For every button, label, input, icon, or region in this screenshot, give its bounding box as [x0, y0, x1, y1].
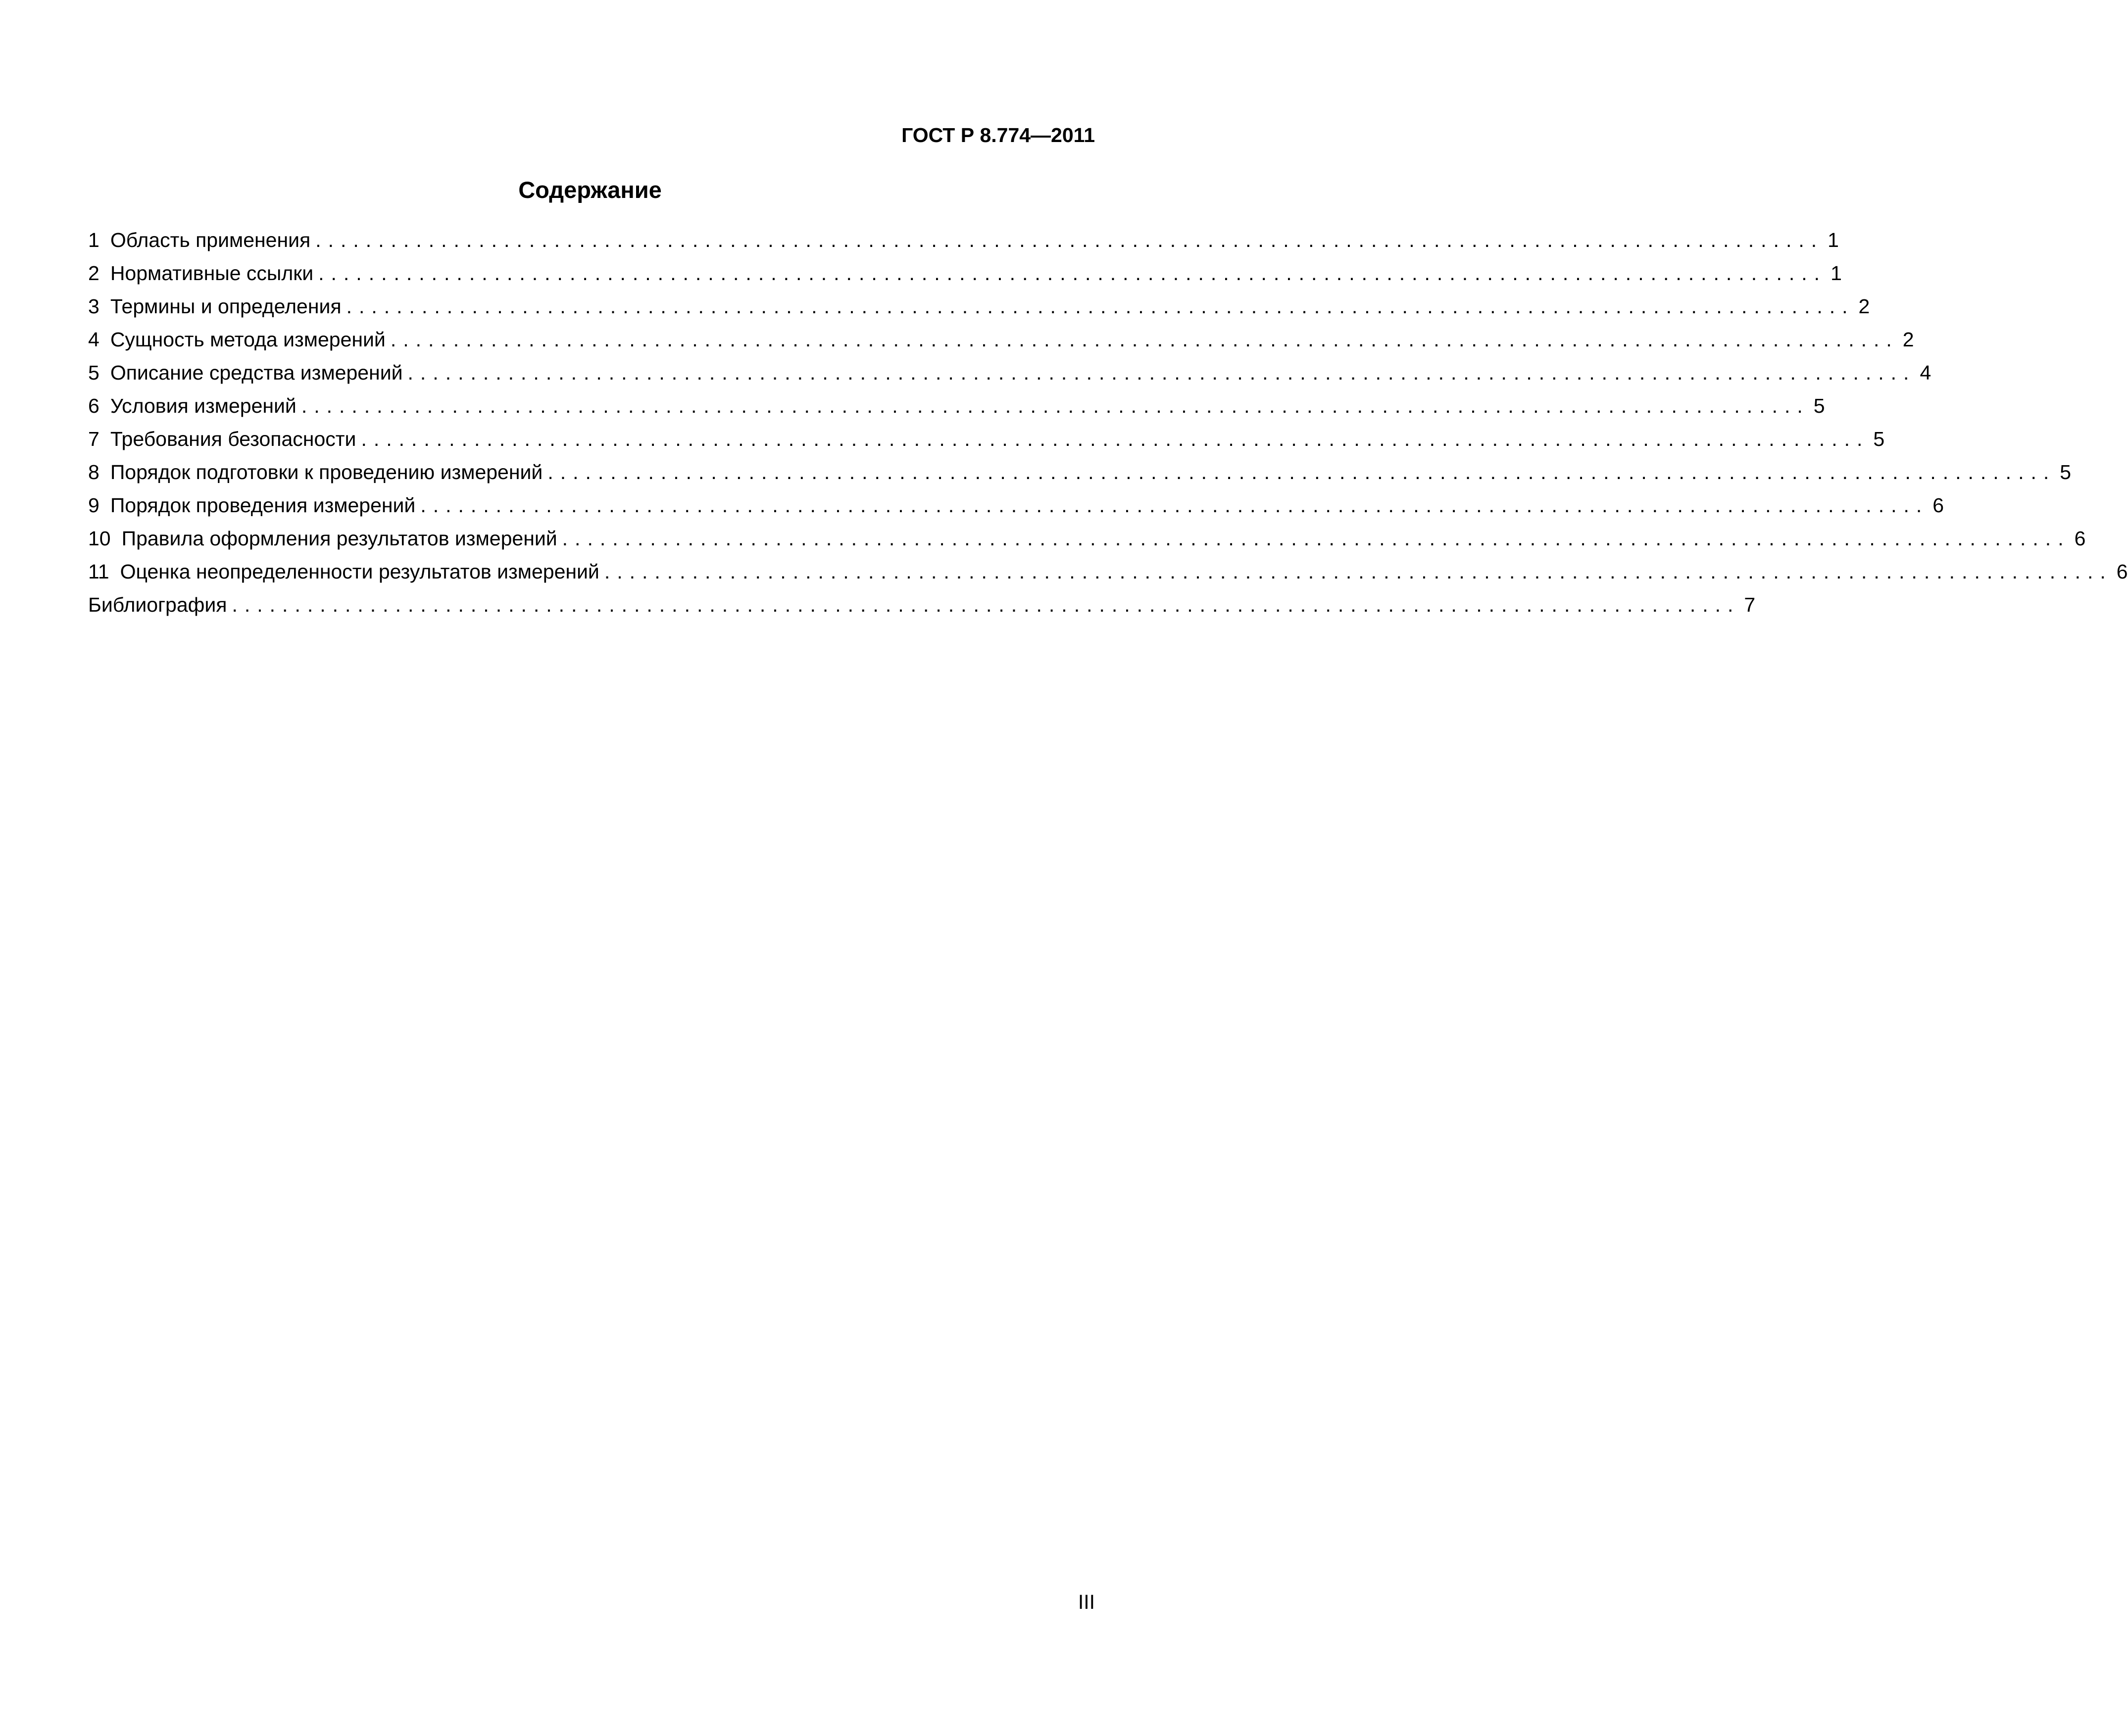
- toc-entry-number: 4: [88, 328, 99, 351]
- toc-entry-page: 6: [2116, 560, 2128, 583]
- toc-entry-number: 11: [88, 560, 109, 583]
- toc-entry-number: 7: [88, 428, 99, 450]
- toc-entry-label: Библиография: [88, 593, 227, 616]
- document-code: ГОСТ Р 8.774—2011: [901, 124, 1095, 146]
- toc-entry-label: Требования безопасности: [110, 428, 356, 450]
- dot-leader: ........................................................................................................................: [315, 229, 1824, 251]
- dot-leader: ........................................................................................................................: [346, 295, 1855, 318]
- dot-leader: ........................................................................................................................: [318, 262, 1827, 285]
- toc-entry[interactable]: [88, 427, 1885, 460]
- toc-entry-number: 8: [88, 461, 99, 483]
- toc-entry-label: Область применения: [110, 229, 311, 251]
- toc-entry-label: Правила оформления результатов измерений: [121, 527, 557, 550]
- toc-entry-page: 2: [1902, 328, 1914, 351]
- toc-entry-number: 9: [88, 494, 99, 517]
- toc-entry-page: 5: [2060, 461, 2072, 483]
- toc-entry-label: Условия измерений: [110, 394, 297, 417]
- toc-entry-label: Порядок подготовки к проведению измерений: [110, 461, 543, 483]
- toc-entry-page: 5: [1873, 428, 1885, 450]
- toc-entry-page: 4: [1920, 361, 1931, 384]
- dot-leader: ........................................................................................................................: [604, 560, 2113, 583]
- toc-entry[interactable]: [88, 261, 1842, 294]
- toc-entry[interactable]: [88, 327, 1914, 360]
- toc-entry-number: 2: [88, 262, 99, 285]
- dot-leader: ........................................................................................................................: [420, 494, 1929, 517]
- toc-entry[interactable]: [88, 592, 1756, 626]
- dot-leader: ........................................................................................................................: [390, 328, 1899, 351]
- toc-entry[interactable]: [88, 360, 1931, 393]
- table-of-contents: [88, 228, 2128, 626]
- toc-entry-page: 6: [2074, 527, 2086, 550]
- toc-entry-page: 5: [1813, 394, 1825, 417]
- toc-entry-page: 2: [1858, 295, 1870, 318]
- dot-leader: ........................................................................................................................: [562, 527, 2071, 550]
- page-number: III: [1078, 1591, 1095, 1613]
- dot-leader: ........................................................................................................................: [407, 361, 1916, 384]
- toc-entry-number: 5: [88, 361, 99, 384]
- toc-entry-label: Нормативные ссылки: [110, 262, 314, 285]
- toc-entry-number: 3: [88, 295, 99, 318]
- dot-leader: ........................................................................................................................: [301, 394, 1810, 417]
- toc-title: Содержание: [518, 177, 662, 203]
- toc-entry-label: Сущность метода измерений: [110, 328, 386, 351]
- toc-entry-label: Порядок проведения измерений: [110, 494, 416, 517]
- toc-entry[interactable]: [88, 228, 1839, 261]
- toc-entry-page: 6: [1932, 494, 1944, 517]
- dot-leader: ........................................................................................................................: [232, 593, 1740, 616]
- dot-leader: ........................................................................................................................: [547, 461, 2056, 483]
- toc-entry-number: 6: [88, 394, 99, 417]
- toc-entry-page: 1: [1828, 229, 1839, 251]
- toc-entry[interactable]: [88, 393, 1825, 427]
- toc-entry[interactable]: [88, 294, 1870, 327]
- toc-entry[interactable]: [88, 526, 2086, 559]
- toc-entry-label: Термины и определения: [110, 295, 342, 318]
- toc-entry-label: Оценка неопределенности результатов измерений: [120, 560, 599, 583]
- toc-entry[interactable]: [88, 493, 1944, 526]
- toc-entry[interactable]: [88, 460, 2072, 493]
- toc-entry[interactable]: [88, 559, 2128, 592]
- toc-entry-label: Описание средства измерений: [110, 361, 403, 384]
- toc-entry-page: 1: [1831, 262, 1842, 285]
- toc-entry-number: 1: [88, 229, 99, 251]
- toc-entry-page: 7: [1744, 593, 1756, 616]
- dot-leader: ........................................................................................................................: [361, 428, 1870, 450]
- toc-entry-number: 10: [88, 527, 111, 550]
